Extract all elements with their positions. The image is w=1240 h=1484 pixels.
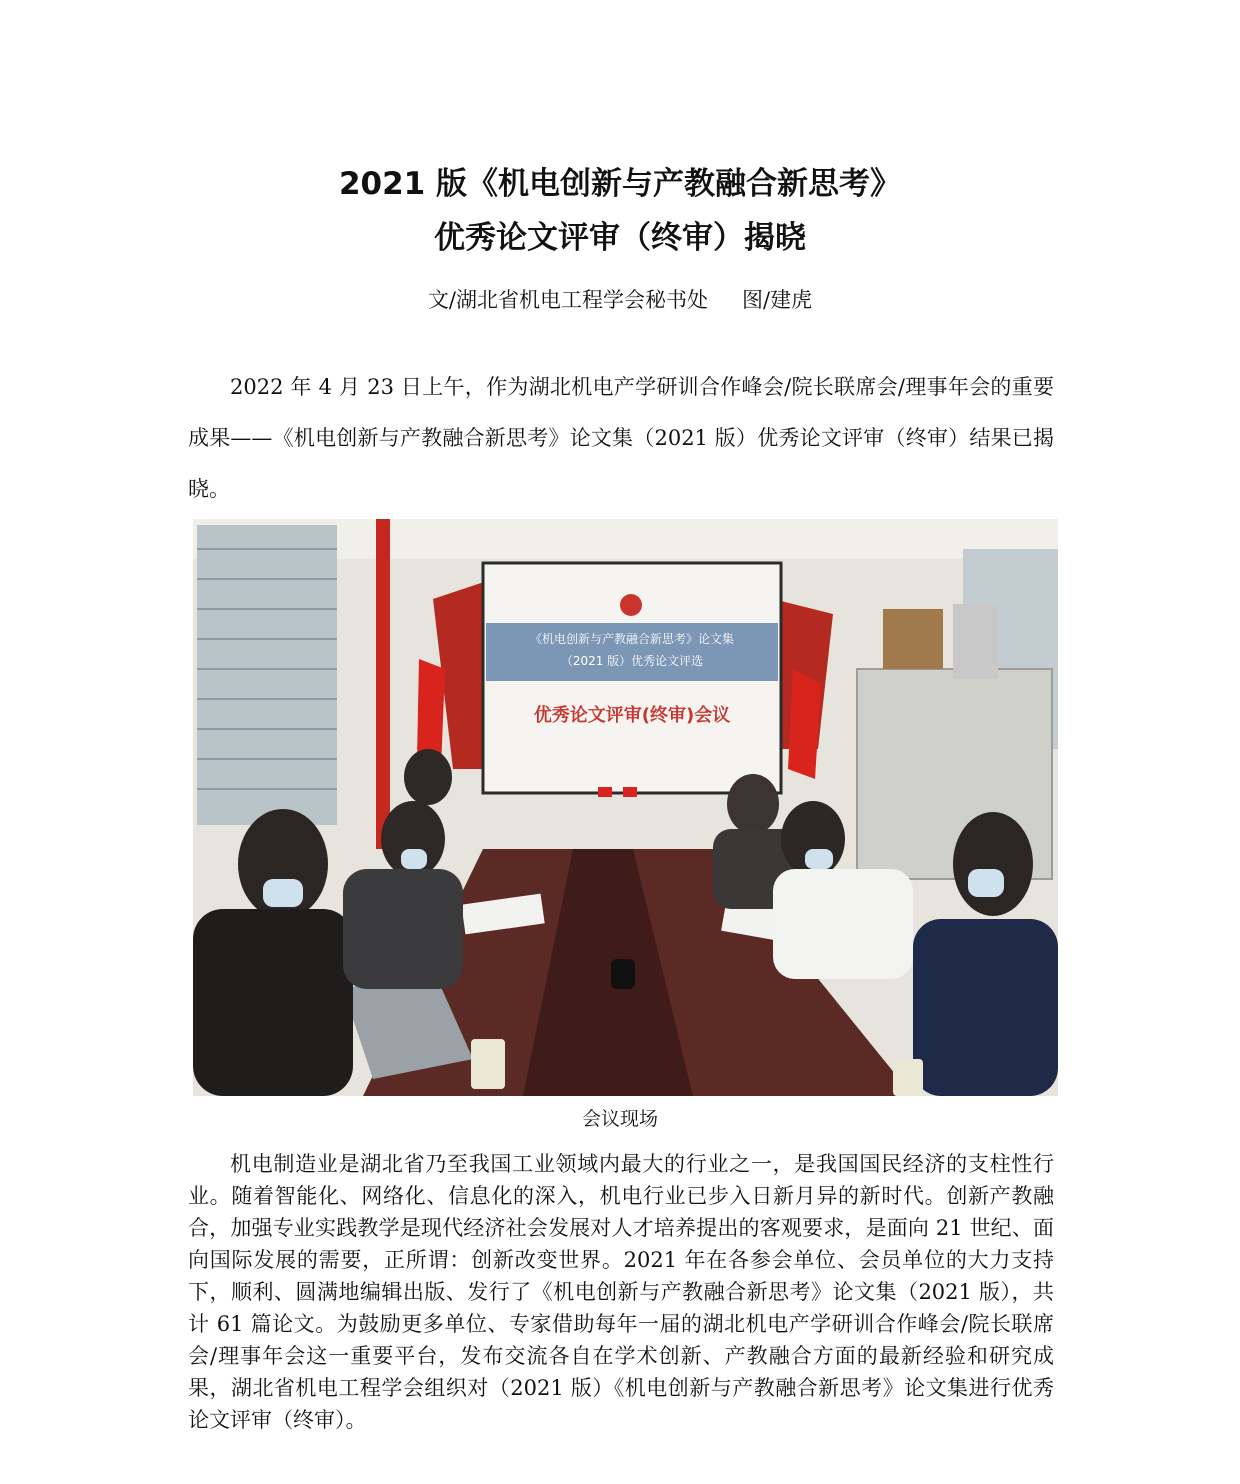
photo-caption: 会议现场: [581, 1108, 658, 1130]
screen-text-line2: （2021 版）优秀论文评选: [560, 654, 704, 668]
screen-text-line1: 《机电创新与产教融合新思考》论文集: [529, 632, 735, 646]
article-title-line1: 2021 版《机电创新与产教融合新思考》: [338, 166, 902, 202]
byline-photographer: 图/建虎: [742, 288, 813, 312]
screen-heading: 优秀论文评审(终审)会议: [533, 705, 731, 726]
meeting-photo: [193, 519, 1058, 1096]
intro-paragraph: 2022 年 4 月 23 日上午，作为湖北机电产学研训合作峰会/院长联席会/理事年会的重要成果——《机电创新与产教融合新思考》论文集（2021 版）优秀论文评审（终审）结果已揭晓。: [188, 375, 1054, 501]
byline: [0, 284, 1240, 314]
byline-author: 文/湖北省机电工程学会秘书处: [427, 288, 708, 312]
article-title-line2: 优秀论文评审（终审）揭晓: [434, 220, 806, 256]
body-paragraph: 机电制造业是湖北省乃至我国工业领域内最大的行业之一，是我国国民经济的支柱性行业。随着智能化、网络化、信息化的深入，机电行业已步入日新月异的新时代。创新产教融合，加强专业实践教学是现代经济社会发展对人才培养提出的客观要求，是面向 21 世纪、面向国际发展的需要，正所谓：创新改变世界。2021 年在各参会单位、会员单位的大力支持下，顺利、圆满地编辑出版、发行了《机电创新与产教融合新思考》论文集（2021 版），共计 61 篇论文。为鼓励更多单位、专家借助每年一届的湖北机电产学研训合作峰会/院长联席会/理事年会这一重要平台，发布交流各自在学术创新、产教融合方面的最新经验和研究成果，湖北省机电工程学会组织对（2021 版）《机电创新与产教融合新思考》论文集进行优秀论文评审（终审）。: [188, 1152, 1054, 1432]
